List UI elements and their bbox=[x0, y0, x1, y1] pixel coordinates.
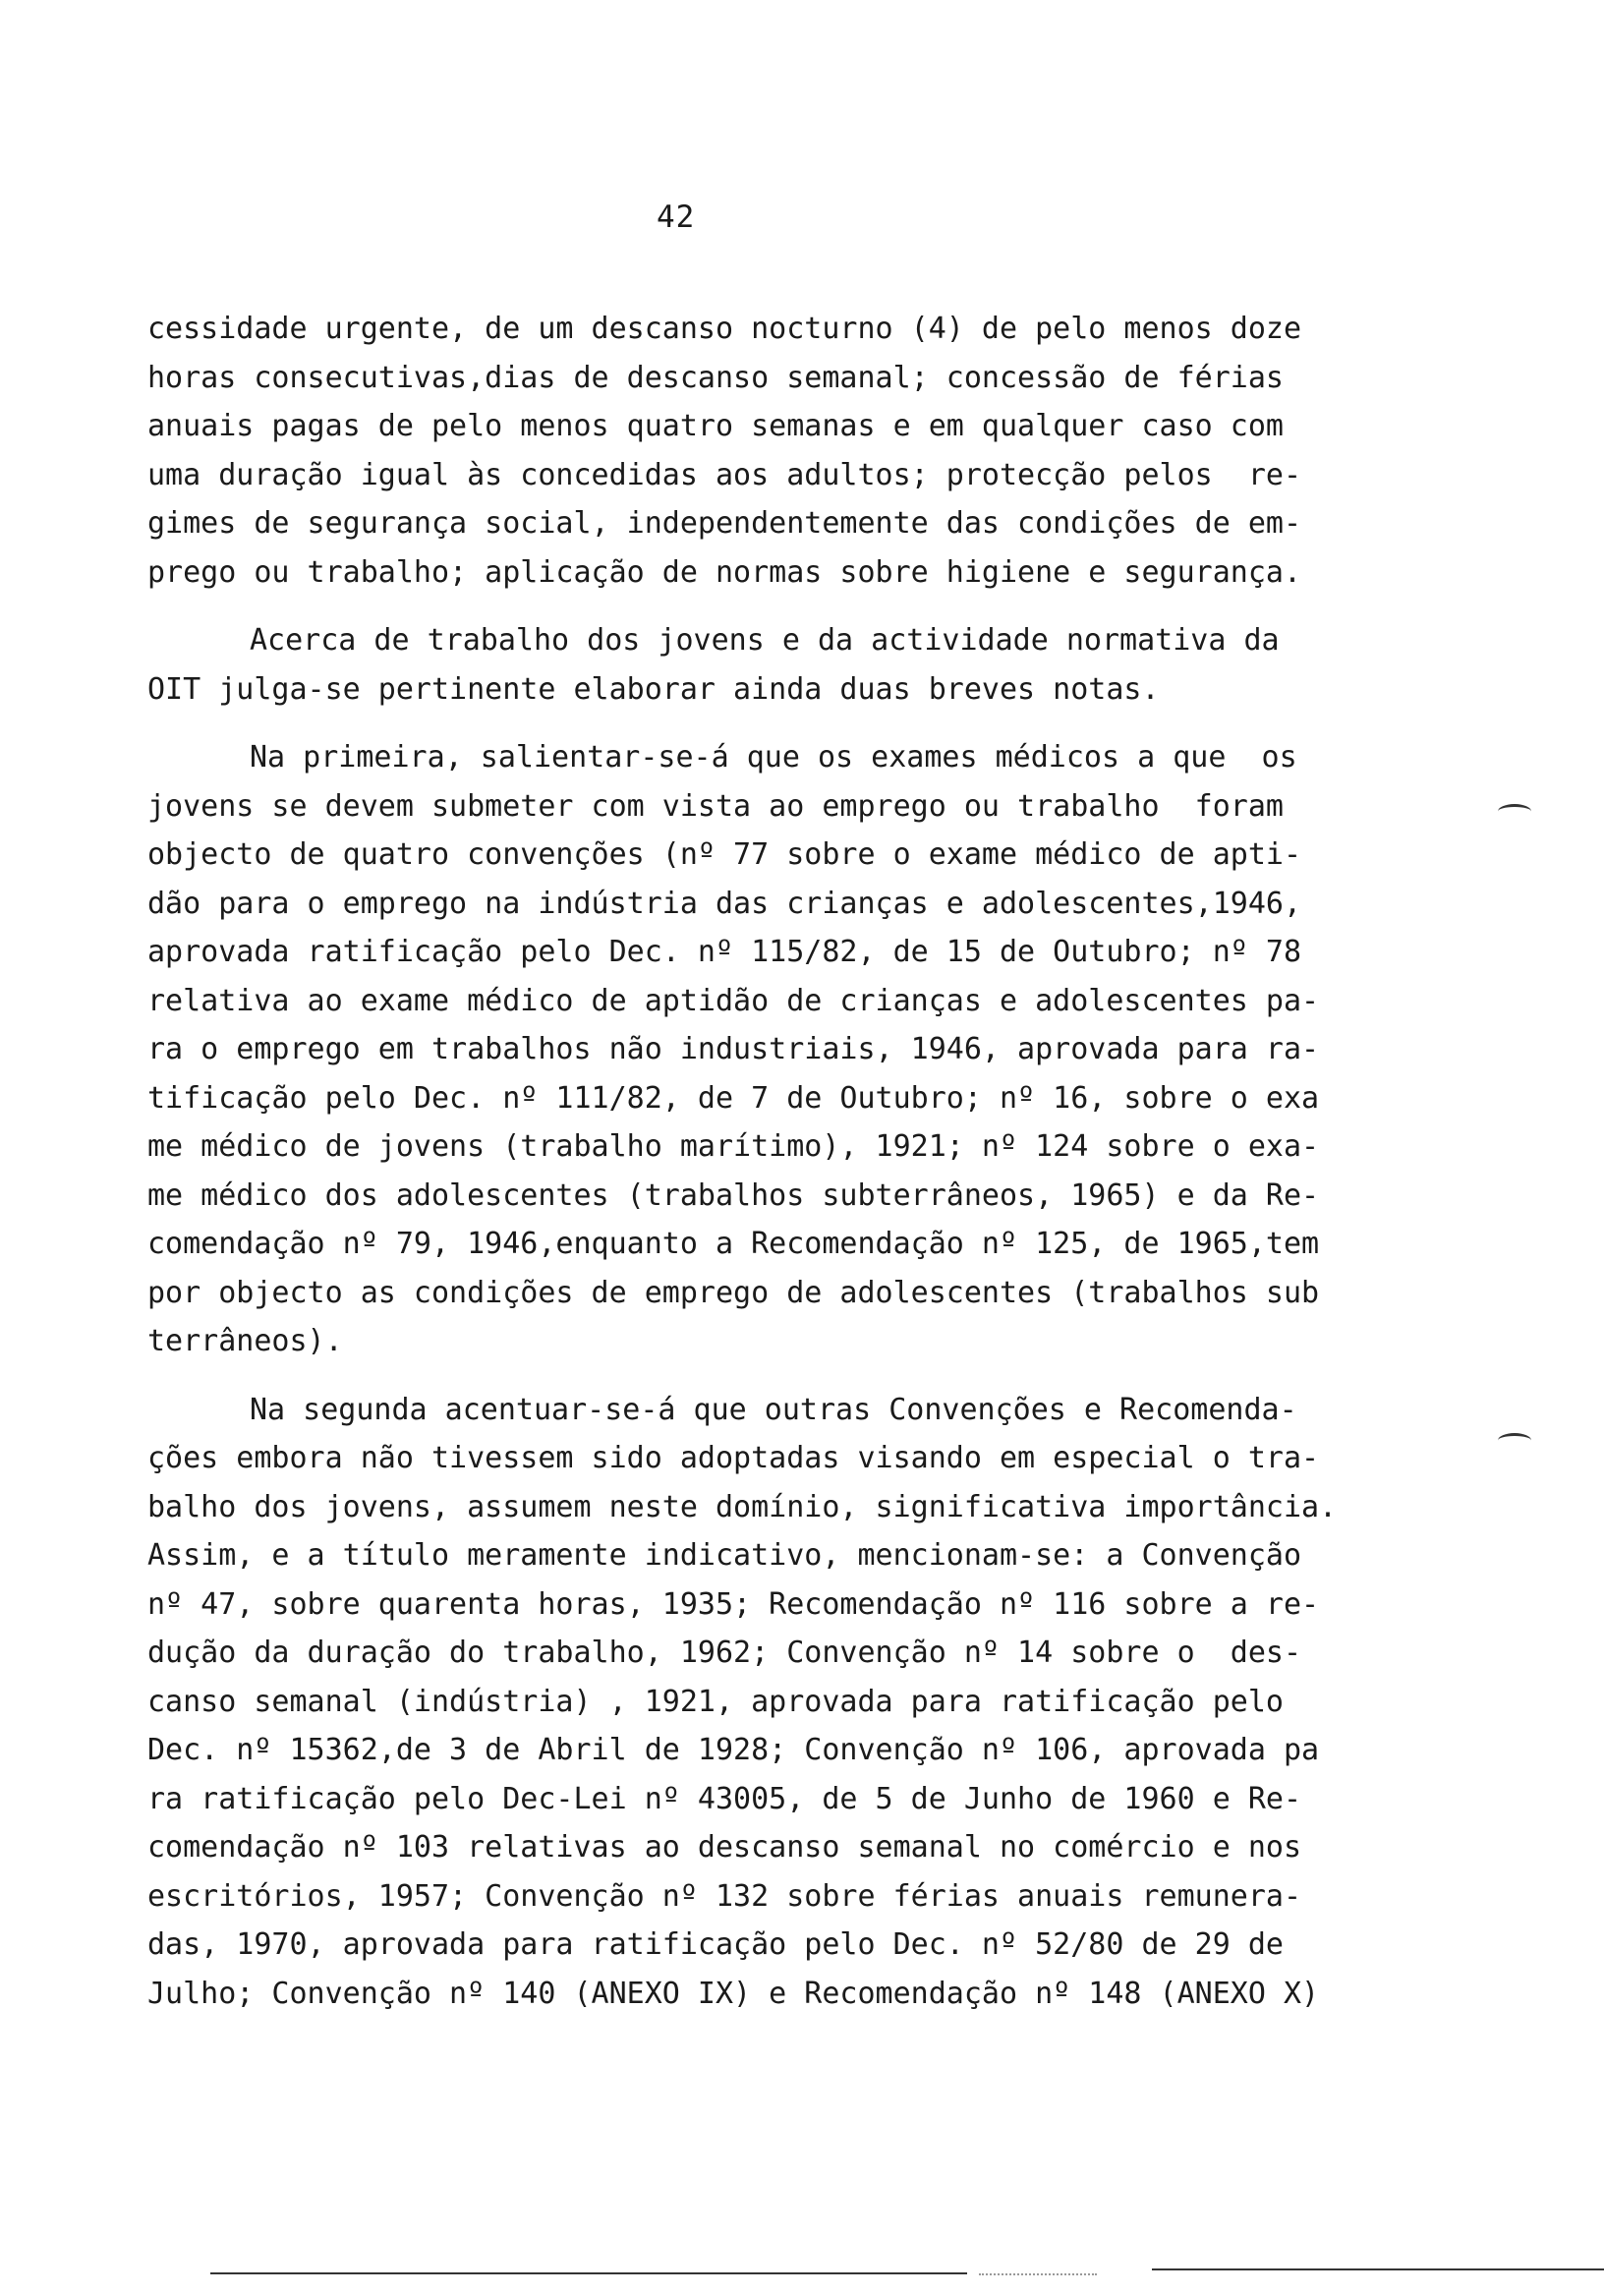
page-number: 42 bbox=[657, 200, 696, 235]
text-line: tificação pelo Dec. nº 111/82, de 7 de Outubro; nº 16, sobre o exa bbox=[147, 1080, 1320, 1116]
text-line: escritórios, 1957; Convenção nº 132 sobre férias anuais remunera- bbox=[147, 1878, 1301, 1914]
text-line: anuais pagas de pelo menos quatro semanas e em qualquer caso com bbox=[147, 409, 1284, 443]
footer-rule-dots bbox=[979, 2273, 1097, 2275]
text-line: objecto de quatro convenções (nº 77 sobre o exame médico de apti- bbox=[147, 837, 1301, 872]
text-line: prego ou trabalho; aplicação de normas sobre higiene e segurança. bbox=[147, 554, 1301, 590]
text-line: ra o emprego em trabalhos não industriais, 1946, aprovada para ra- bbox=[147, 1032, 1320, 1066]
text-line: dão para o emprego na indústria das crianças e adolescentes,1946, bbox=[147, 886, 1301, 921]
text-line: Assim, e a título meramente indicativo, mencionam-se: a Convenção bbox=[147, 1538, 1301, 1573]
text-line: me médico de jovens (trabalho marítimo), 1921; nº 124 sobre o exa- bbox=[147, 1129, 1320, 1164]
text-line: Na segunda acentuar-se-á que outras Convenções e Recomenda- bbox=[250, 1392, 1297, 1427]
paragraph-3 bbox=[147, 733, 1425, 1366]
text-line: relativa ao exame médico de aptidão de crianças e adolescentes pa- bbox=[147, 983, 1320, 1018]
text-line: me médico dos adolescentes (trabalhos subterrâneos, 1965) e da Re- bbox=[147, 1177, 1320, 1213]
paragraph-1 bbox=[147, 305, 1425, 597]
text-line: ções embora não tivessem sido adoptadas visando em especial o tra- bbox=[147, 1441, 1320, 1475]
text-line: comendação nº 103 relativas ao descanso semanal no comércio e nos bbox=[147, 1830, 1301, 1865]
text-line: gimes de segurança social, independentemente das condições de em- bbox=[147, 506, 1301, 541]
text-line: das, 1970, aprovada para ratificação pelo Dec. nº 52/80 de 29 de bbox=[147, 1927, 1284, 1962]
footer-rule bbox=[1152, 2268, 1604, 2270]
text-line: terrâneos). bbox=[147, 1324, 343, 1358]
body-text bbox=[147, 305, 1425, 2018]
text-line: balho dos jovens, assumem neste domínio, significativa importância. bbox=[147, 1489, 1338, 1524]
text-line: OIT julga-se pertinente elaborar ainda duas breves notas. bbox=[147, 671, 1160, 707]
text-line: Acerca de trabalho dos jovens e da actividade normativa da bbox=[250, 623, 1280, 658]
text-line: jovens se devem submeter com vista ao emprego ou trabalho foram bbox=[147, 788, 1284, 824]
text-line: nº 47, sobre quarenta horas, 1935; Recomendação nº 116 sobre a re- bbox=[147, 1586, 1320, 1622]
text-line: Dec. nº 15362,de 3 de Abril de 1928; Convenção nº 106, aprovada pa bbox=[147, 1733, 1320, 1767]
margin-mark bbox=[1498, 804, 1531, 819]
margin-mark bbox=[1498, 1433, 1531, 1448]
text-line: por objecto as condições de emprego de adolescentes (trabalhos sub bbox=[147, 1275, 1320, 1310]
text-line: cessidade urgente, de um descanso nocturno (4) de pelo menos doze bbox=[147, 312, 1301, 346]
paragraph-2 bbox=[147, 616, 1425, 714]
text-line: ra ratificação pelo Dec-Lei nº 43005, de 5 de Junho de 1960 e Re- bbox=[147, 1781, 1301, 1816]
text-line: Julho; Convenção nº 140 (ANEXO IX) e Recomendação nº 148 (ANEXO X) bbox=[147, 1976, 1320, 2011]
paragraph-4 bbox=[147, 1386, 1425, 2019]
text-line: horas consecutivas,dias de descanso semanal; concessão de férias bbox=[147, 360, 1284, 395]
text-line: Na primeira, salientar-se-á que os exames médicos a que os bbox=[250, 740, 1297, 775]
text-line: comendação nº 79, 1946,enquanto a Recomendação nº 125, de 1965,tem bbox=[147, 1227, 1320, 1261]
footer-rule bbox=[210, 2272, 967, 2274]
text-line: canso semanal (indústria) , 1921, aprovada para ratificação pelo bbox=[147, 1684, 1284, 1719]
text-line: dução da duração do trabalho, 1962; Convenção nº 14 sobre o des- bbox=[147, 1636, 1301, 1670]
text-line: aprovada ratificação pelo Dec. nº 115/82, de 15 de Outubro; nº 78 bbox=[147, 935, 1301, 969]
text-line: uma duração igual às concedidas aos adultos; protecção pelos re- bbox=[147, 457, 1301, 492]
